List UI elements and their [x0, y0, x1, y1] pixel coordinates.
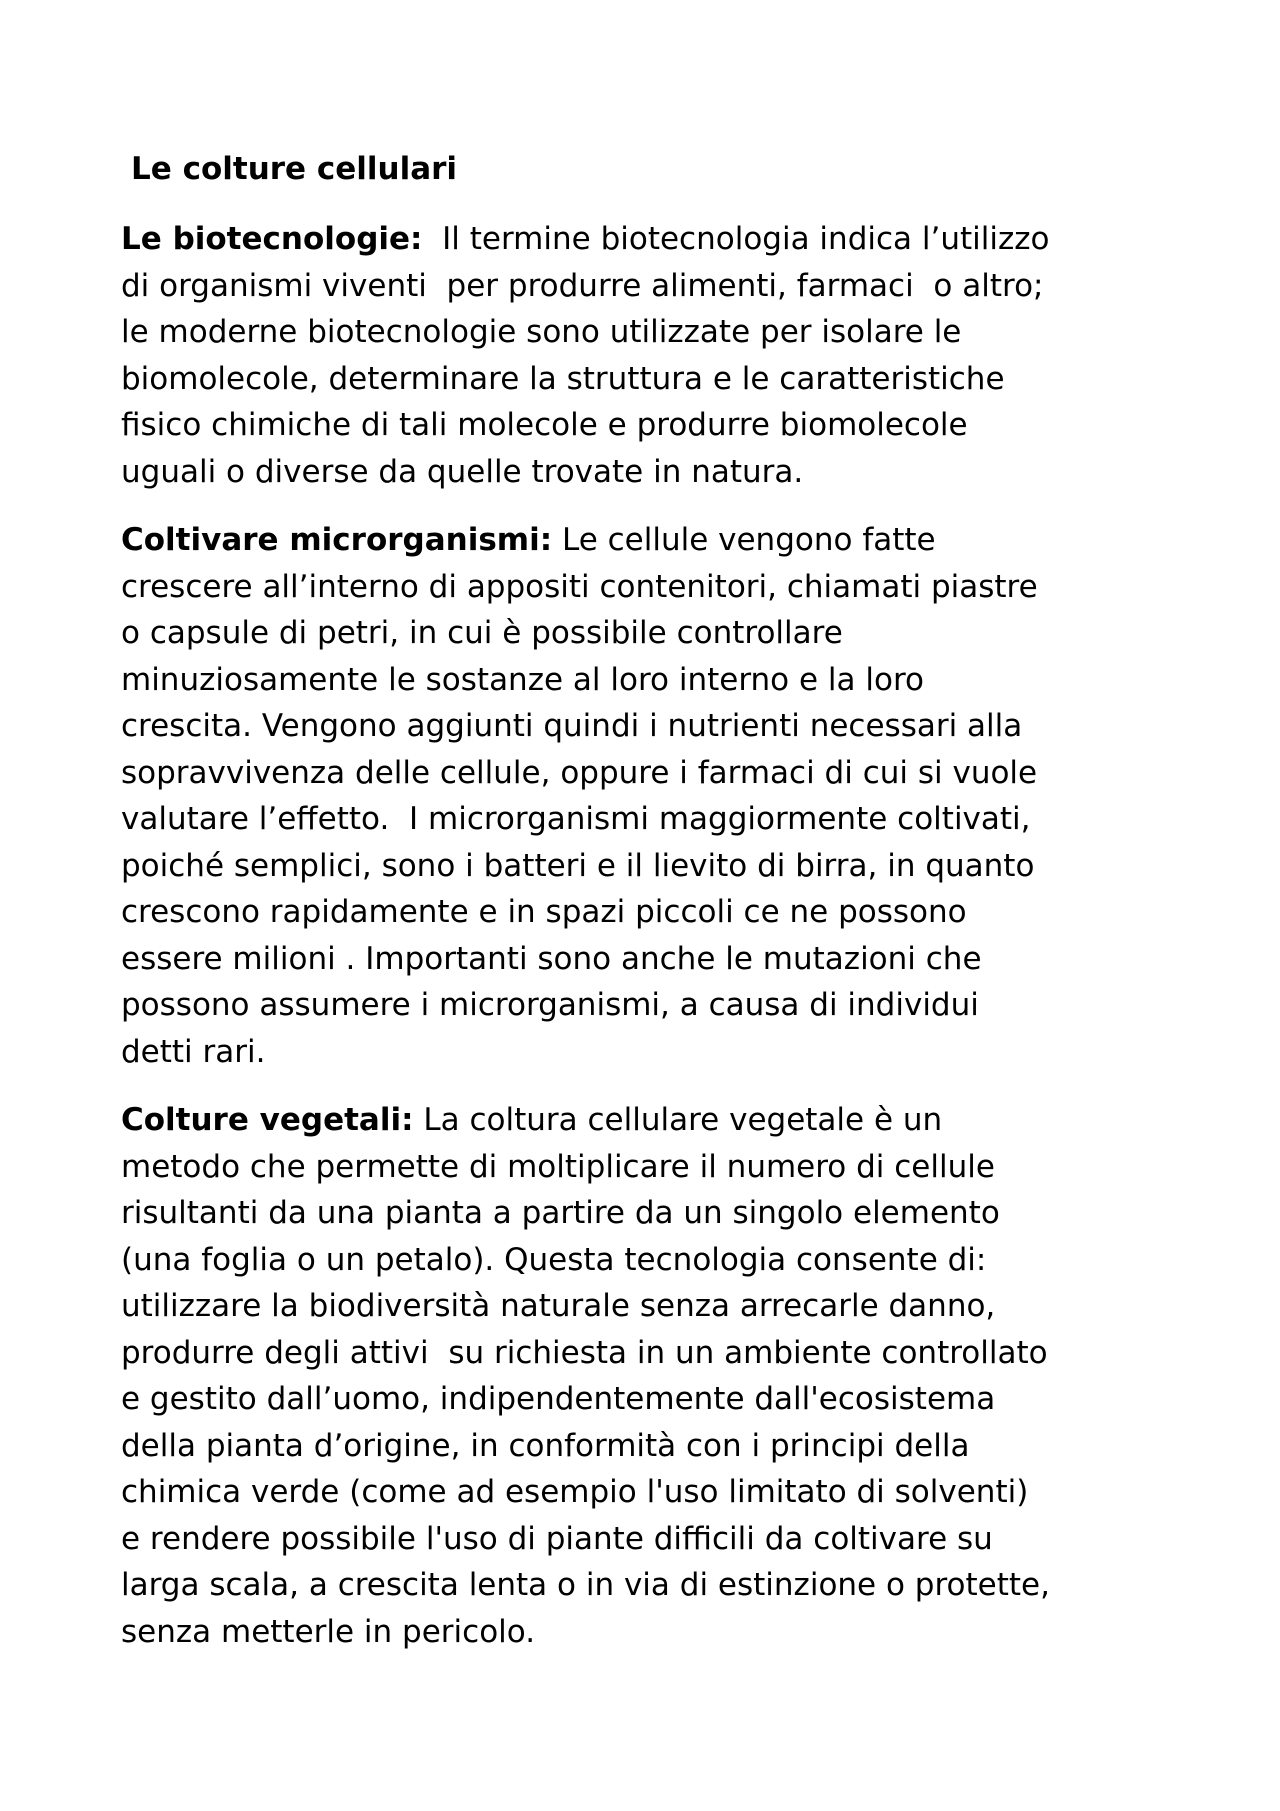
paragraph-line: fisico chimiche di tali molecole e produrre biomolecole: [121, 407, 968, 443]
paragraph-line: biomolecole, determinare la struttura e le caratteristiche: [121, 360, 1005, 397]
paragraph-line: sopravvivenza delle cellule, oppure i farmaci di cui si vuole: [121, 754, 1038, 791]
paragraph-line: utilizzare la biodiversità naturale senza arrecarle danno,: [121, 1288, 996, 1324]
section-heading: Le biotecnologie:: [121, 221, 423, 257]
section-heading: Coltivare microrganismi:: [121, 522, 553, 558]
paragraph-line: poiché semplici, sono i batteri e il lievito di birra, in quanto: [121, 847, 1035, 884]
paragraph-line: [121, 1097, 1171, 1144]
paragraph-line: e gestito dall’uomo, indipendentemente dall'ecosistema: [121, 1381, 996, 1417]
paragraph-line: metodo che permette di moltiplicare il numero di cellule: [121, 1148, 995, 1185]
paragraph-line: possono assumere i microrganismi, a causa di individui: [121, 987, 979, 1023]
paragraph-line: crescere all’interno di appositi contenitori, chiamati piastre: [121, 568, 1038, 605]
paragraph-text: Il termine biotecnologia indica l’utilizzo: [422, 221, 1050, 257]
document-title: Le colture cellulari: [131, 151, 458, 187]
paragraph-line: risultanti da una pianta a partire da un singolo elemento: [121, 1195, 1000, 1231]
paragraph-line: senza metterle in pericolo.: [121, 1613, 536, 1650]
paragraph-line: chimica verde (come ad esempio l'uso limitato di solventi): [121, 1474, 1029, 1510]
paragraph-line: crescita. Vengono aggiunti quindi i nutrienti necessari alla: [121, 708, 1023, 744]
paragraph-line: larga scala, a crescita lenta o in via di estinzione o protette,: [121, 1567, 1050, 1603]
paragraph-line: detti rari.: [121, 1033, 266, 1070]
paragraph-line: di organismi viventi per produrre alimenti, farmaci o altro;: [121, 267, 1044, 304]
paragraph-microrganismi: [121, 517, 1171, 1075]
paragraph-line: le moderne biotecnologie sono utilizzate per isolare le: [121, 314, 962, 350]
paragraph-line: della pianta d’origine, in conformità con i principi della: [121, 1427, 970, 1464]
paragraph-line: e rendere possibile l'uso di piante difficili da coltivare su: [121, 1520, 993, 1557]
paragraph-line: valutare l’effetto. I microrganismi maggiormente coltivati,: [121, 801, 1031, 837]
paragraph-line: minuziosamente le sostanze al loro interno e la loro: [121, 661, 924, 698]
paragraph-colture-vegetali: [121, 1097, 1171, 1655]
paragraph-line: essere milioni . Importanti sono anche le mutazioni che: [121, 940, 982, 977]
paragraph-line: [121, 216, 1171, 263]
paragraph-line: [121, 517, 1171, 564]
paragraph-line: o capsule di petri, in cui è possibile controllare: [121, 615, 843, 651]
paragraph-line: produrre degli attivi su richiesta in un ambiente controllato: [121, 1334, 1048, 1371]
paragraph-text: La coltura cellulare vegetale è un: [413, 1102, 943, 1138]
paragraph-line: crescono rapidamente e in spazi piccoli ce ne possono: [121, 894, 967, 930]
paragraph-line: (una foglia o un petalo). Questa tecnologia consente di:: [121, 1241, 987, 1278]
paragraph-line: uguali o diverse da quelle trovate in natura.: [121, 453, 804, 490]
paragraph-text: Le cellule vengono fatte: [552, 522, 936, 558]
section-heading: Colture vegetali:: [121, 1102, 414, 1138]
paragraph-biotecnologie: [121, 216, 1171, 495]
